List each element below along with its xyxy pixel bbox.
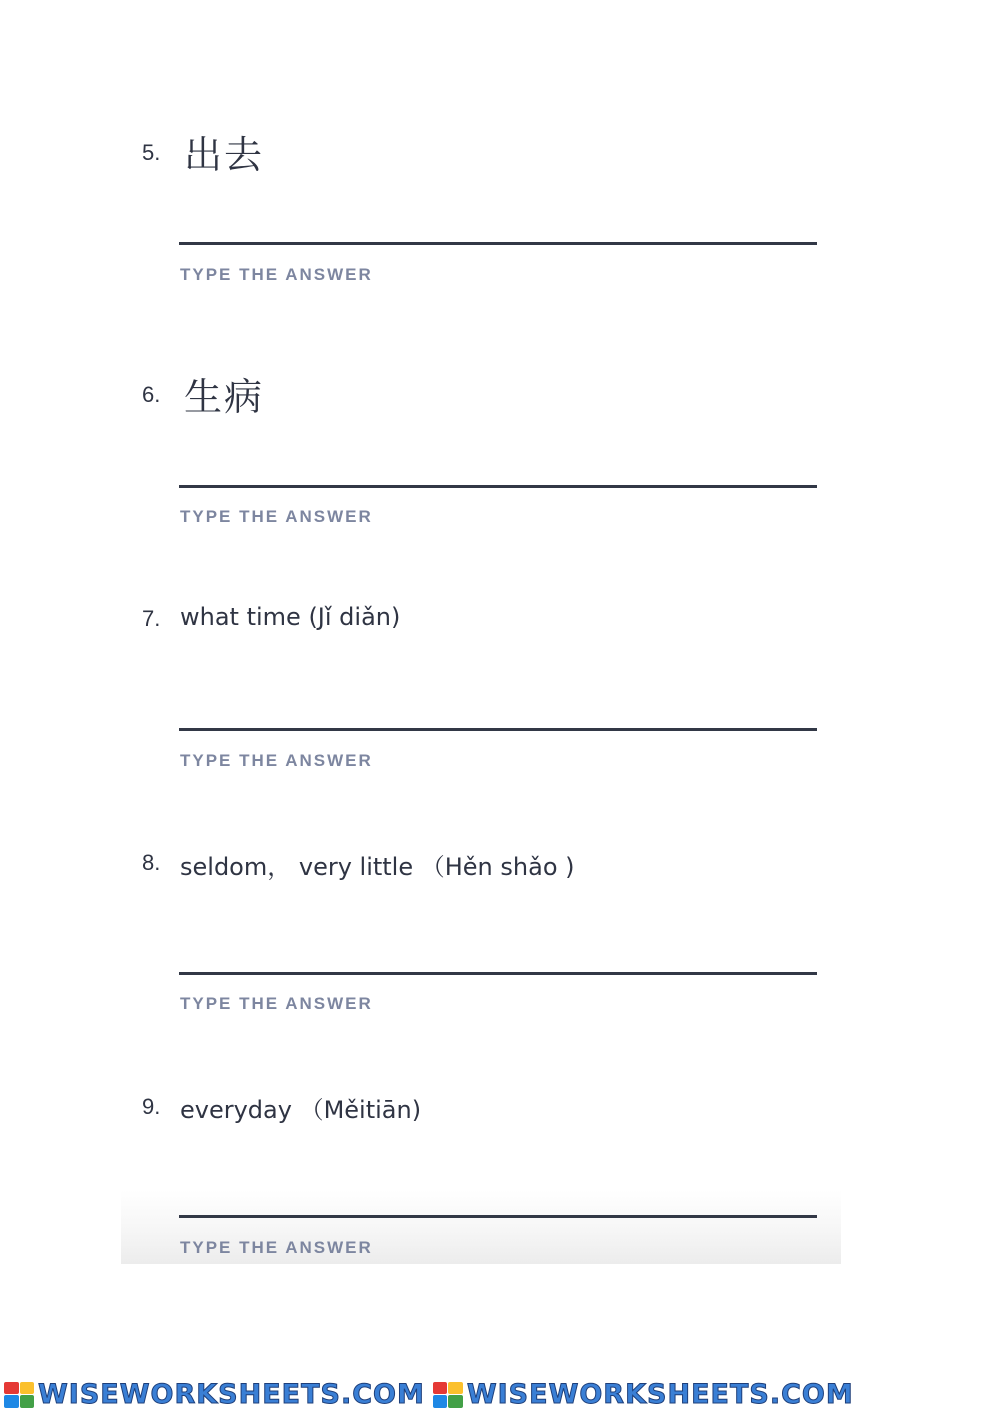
watermark [4,1379,425,1410]
answer-input[interactable] [179,242,817,245]
question-prompt: what time (Jǐ diǎn) [180,603,401,631]
question-number: 5. [142,140,161,165]
watermark-footer [0,1376,1000,1413]
question-number: 7. [142,606,161,631]
answer-hint: TYPE THE ANSWER [180,994,373,1013]
question-prompt: everyday （Měitiān) [180,1096,422,1124]
question-prompt: 出去 [184,133,265,177]
answer-hint: TYPE THE ANSWER [180,265,373,284]
wiseworksheets-logo-icon [433,1382,463,1408]
answer-input[interactable] [179,728,817,731]
question-number: 8. [142,850,161,875]
answer-hint: TYPE THE ANSWER [180,507,373,526]
answer-hint: TYPE THE ANSWER [180,751,373,770]
answer-hint: TYPE THE ANSWER [180,1238,373,1257]
question-number: 6. [142,382,161,407]
question-prompt: seldom， very little （Hěn shǎo ) [180,853,575,881]
answer-input[interactable] [179,972,817,975]
watermark [433,1379,854,1410]
question-prompt: 生病 [184,375,265,419]
wiseworksheets-logo-icon [4,1382,34,1408]
answer-input[interactable] [179,1215,817,1218]
answer-input[interactable] [179,485,817,488]
question-number: 9. [142,1094,161,1119]
watermark-text: WISEWORKSHEETS.COM [38,1379,425,1410]
watermark-text: WISEWORKSHEETS.COM [466,1379,854,1410]
